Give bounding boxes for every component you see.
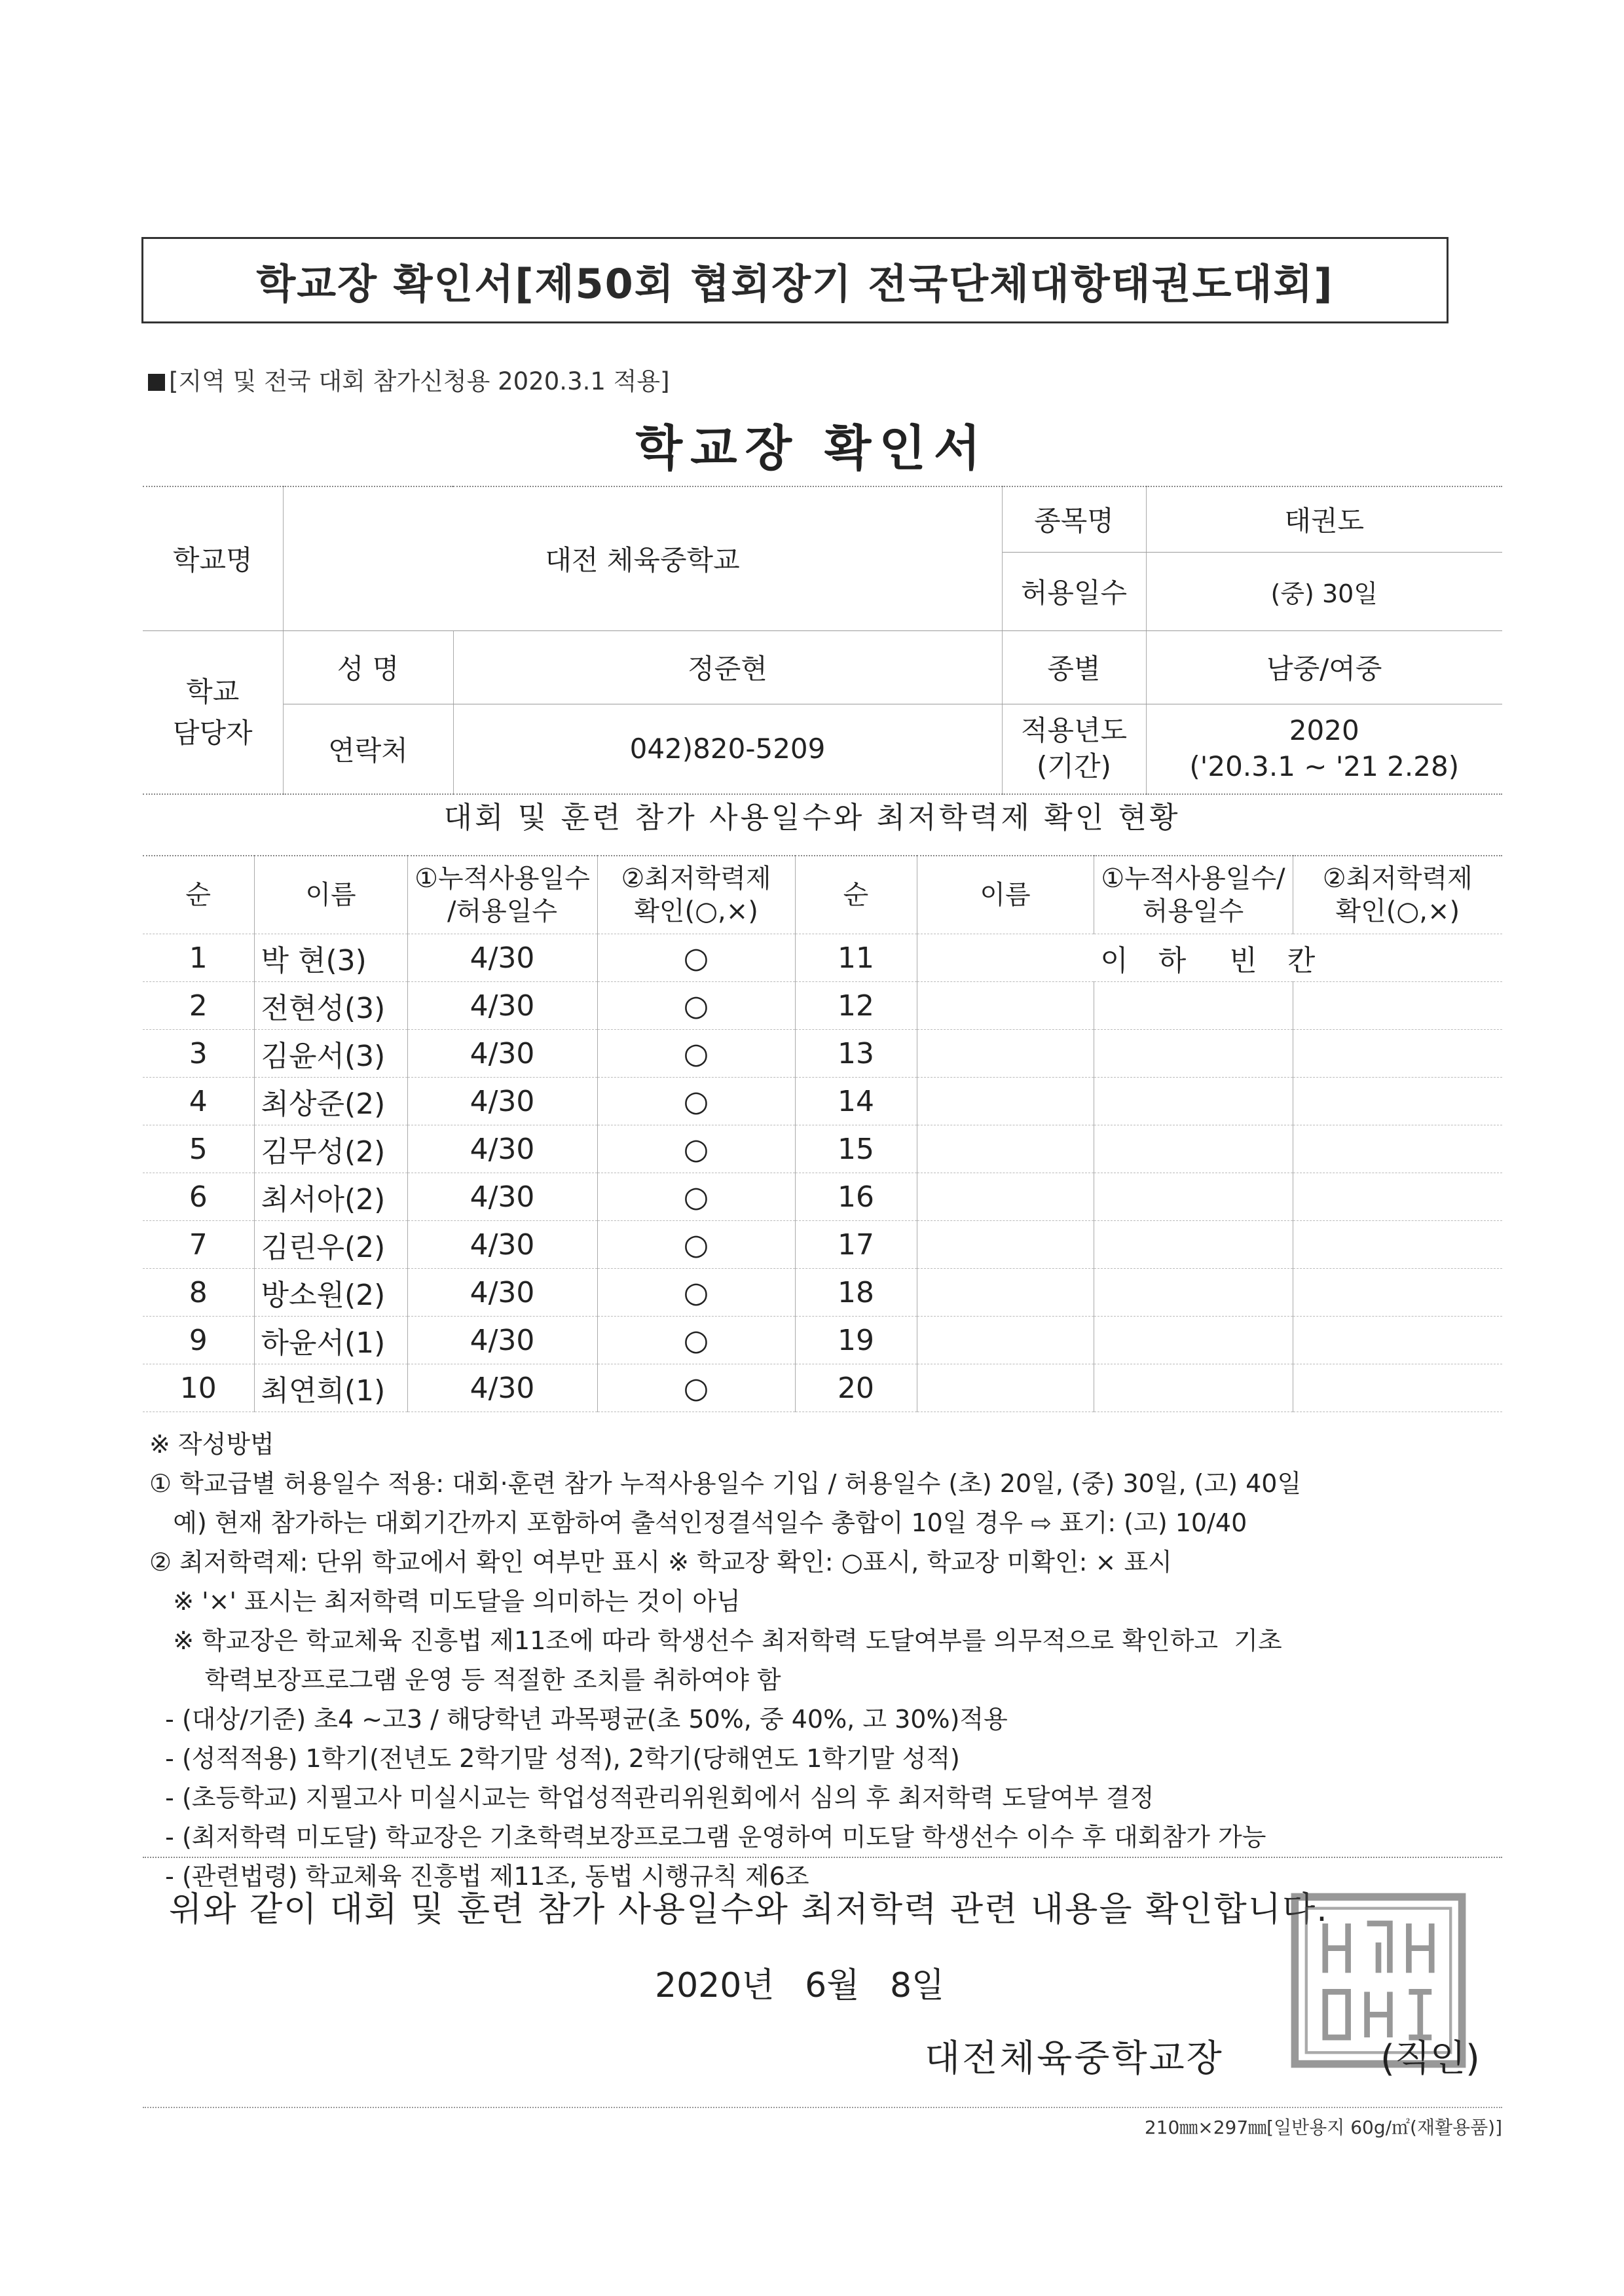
empty-cell [917, 1030, 1094, 1078]
category-label: 종별 [1002, 630, 1146, 704]
row-days: 4/30 [407, 982, 597, 1030]
row-check: ○ [597, 1125, 795, 1173]
row-check: ○ [597, 1269, 795, 1317]
empty-cell [917, 982, 1094, 1030]
name-label: 성 명 [283, 630, 453, 704]
row-no-right: 15 [795, 1125, 917, 1173]
table-row [143, 1221, 1502, 1269]
table-row [143, 1269, 1502, 1317]
row-name: 김윤서(3) [254, 1030, 407, 1078]
empty-cell [917, 1078, 1094, 1125]
row-name: 최연희(1) [254, 1364, 407, 1412]
table-row [143, 934, 1502, 982]
date-year: 2020년 [655, 1966, 775, 2005]
divider [143, 1857, 1502, 1858]
document-title: 학교장 확인서[제50회 협회장기 전국단체대항태권도대회] [141, 237, 1449, 323]
row-check: ○ [597, 1078, 795, 1125]
instruction-line: - (최저학력 미도달) 학교장은 기초학력보장프로그램 운영하여 미도달 학생선수 이수 후 대회참가 가능 [149, 1823, 1266, 1851]
row-days: 4/30 [407, 1269, 597, 1317]
name-value: 정준현 [453, 630, 1002, 704]
row-name: 방소원(2) [254, 1269, 407, 1317]
empty-cell [1293, 1317, 1502, 1364]
row-days: 4/30 [407, 1364, 597, 1412]
table-row [143, 1078, 1502, 1125]
empty-cell [917, 1173, 1094, 1221]
row-no: 9 [143, 1317, 254, 1364]
blank-below-note: 이 하 빈 칸 [917, 934, 1502, 982]
date-month: 6월 [805, 1966, 860, 2005]
header-name: 이름 [254, 856, 407, 934]
issue-date [655, 1958, 944, 2007]
header-name-2: 이름 [917, 856, 1094, 934]
row-days: 4/30 [407, 1221, 597, 1269]
row-no: 3 [143, 1030, 254, 1078]
table-row [143, 982, 1502, 1030]
row-check: ○ [597, 982, 795, 1030]
row-no-right: 16 [795, 1173, 917, 1221]
application-note-text: [지역 및 전국 대회 참가신청용 2020.3.1 적용] [169, 367, 670, 395]
header-check-2: ②최저학력제 확인(○,×) [1293, 856, 1502, 934]
row-no-right: 13 [795, 1030, 917, 1078]
school-info-table [143, 486, 1502, 795]
instruction-line: ※ 작성방법 [149, 1430, 274, 1459]
instruction-line: - (초등학교) 지필고사 미실시교는 학업성적관리위원회에서 심의 후 최저학력 도달여부 결정 [149, 1783, 1154, 1812]
event-label: 종목명 [1002, 486, 1146, 552]
row-name: 김무성(2) [254, 1125, 407, 1173]
empty-cell [1094, 1173, 1293, 1221]
row-days: 4/30 [407, 1173, 597, 1221]
row-no: 2 [143, 982, 254, 1030]
row-no-right: 18 [795, 1269, 917, 1317]
row-check: ○ [597, 1030, 795, 1078]
year-value: 2020 ('20.3.1 ~ '21 2.28) [1146, 704, 1502, 794]
row-name: 박 현(3) [254, 934, 407, 982]
header-days: ①누적사용일수 /허용일수 [407, 856, 597, 934]
empty-cell [1094, 1221, 1293, 1269]
empty-cell [917, 1317, 1094, 1364]
empty-cell [1094, 982, 1293, 1030]
header-no-2: 순 [795, 856, 917, 934]
square-bullet-icon [148, 374, 165, 391]
instruction-line: ② 최저학력제: 단위 학교에서 확인 여부만 표시 ※ 학교장 확인: ○표시, 학교장 미확인: × 표시 [149, 1548, 1172, 1576]
school-name-value: 대전 체육중학교 [283, 486, 1002, 630]
table-row [143, 1317, 1502, 1364]
table-row [143, 1125, 1502, 1173]
row-no: 7 [143, 1221, 254, 1269]
table-row [143, 1364, 1502, 1412]
row-name: 김린우(2) [254, 1221, 407, 1269]
roster-table [143, 855, 1502, 1412]
empty-cell [1094, 1125, 1293, 1173]
row-days: 4/30 [407, 1125, 597, 1173]
empty-cell [917, 1125, 1094, 1173]
instruction-line: - (관련법령) 학교체육 진흥법 제11조, 동법 시행규칙 제6조 [149, 1862, 809, 1891]
section-title: 대회 및 훈련 참가 사용일수와 최저학력제 확인 현황 [443, 800, 1181, 835]
empty-cell [1094, 1317, 1293, 1364]
empty-cell [1293, 1078, 1502, 1125]
row-no: 10 [143, 1364, 254, 1412]
row-no: 5 [143, 1125, 254, 1173]
principal-name: 대전체육중학교장 [925, 2037, 1224, 2080]
row-name: 최서아(2) [254, 1173, 407, 1221]
row-no: 8 [143, 1269, 254, 1317]
row-name: 하윤서(1) [254, 1317, 407, 1364]
table-row [143, 1030, 1502, 1078]
row-check: ○ [597, 1364, 795, 1412]
empty-cell [1094, 1030, 1293, 1078]
row-no-right: 11 [795, 934, 917, 982]
contact-person-label: 학교 담당자 [143, 630, 283, 794]
instruction-line: ① 학교급별 허용일수 적용: 대회·훈련 참가 누적사용일수 기입 / 허용일수 (초) 20일, (중) 30일, (고) 40일 [149, 1469, 1302, 1498]
empty-cell [1293, 1364, 1502, 1412]
allowed-days-label: 허용일수 [1002, 552, 1146, 630]
empty-cell [1293, 1269, 1502, 1317]
footer-divider [143, 2107, 1502, 2108]
event-value: 태권도 [1146, 486, 1502, 552]
allowed-days-value: (중) 30일 [1146, 552, 1502, 630]
row-days: 4/30 [407, 1078, 597, 1125]
application-note [148, 361, 670, 397]
row-no-right: 19 [795, 1317, 917, 1364]
instruction-line: 예) 현재 참가하는 대회기간까지 포함하여 출석인정결석일수 총합이 10일 경우 ⇨ 표기: (고) 10/40 [149, 1508, 1247, 1537]
empty-cell [1094, 1364, 1293, 1412]
empty-cell [1094, 1078, 1293, 1125]
header-check: ②최저학력제 확인(○,×) [597, 856, 795, 934]
row-name: 전현성(3) [254, 982, 407, 1030]
row-no-right: 14 [795, 1078, 917, 1125]
empty-cell [1094, 1269, 1293, 1317]
row-name: 최상준(2) [254, 1078, 407, 1125]
empty-cell [1293, 1030, 1502, 1078]
empty-cell [1293, 1221, 1502, 1269]
instruction-line: - (성적적용) 1학기(전년도 2학기말 성적), 2학기(당해연도 1학기말 성적) [149, 1744, 960, 1773]
row-no-right: 12 [795, 982, 917, 1030]
instruction-line: - (대상/기준) 초4 ~고3 / 해당학년 과목평균(초 50%, 중 40%, 고 30%)적용 [149, 1705, 1008, 1734]
year-label: 적용년도 (기간) [1002, 704, 1146, 794]
phone-label: 연락처 [283, 704, 453, 794]
row-no: 6 [143, 1173, 254, 1221]
row-no-right: 17 [795, 1221, 917, 1269]
phone-value: 042)820-5209 [453, 704, 1002, 794]
empty-cell [1293, 1125, 1502, 1173]
row-no-right: 20 [795, 1364, 917, 1412]
empty-cell [917, 1364, 1094, 1412]
empty-cell [917, 1269, 1094, 1317]
empty-cell [917, 1221, 1094, 1269]
empty-cell [1293, 982, 1502, 1030]
instruction-line: 학력보장프로그램 운영 등 적절한 조치를 취하여야 함 [149, 1666, 781, 1694]
confirmation-statement: 위와 같이 대회 및 훈련 참가 사용일수와 최저학력 관련 내용을 확인합니다. [169, 1890, 1329, 1929]
category-value: 남중/여중 [1146, 630, 1502, 704]
form-heading: 학교장 확인서 [635, 420, 989, 477]
seal-label: (직인) [1380, 2037, 1480, 2080]
instruction-line: ※ 학교장은 학교체육 진흥법 제11조에 따라 학생선수 최저학력 도달여부를 의무적으로 확인하고 기초 [149, 1626, 1282, 1655]
paper-spec-footer: 210㎜×297㎜[일반용지 60g/㎡(재활용품)] [1144, 2117, 1502, 2138]
row-days: 4/30 [407, 1317, 597, 1364]
header-days-2: ①누적사용일수/ 허용일수 [1094, 856, 1293, 934]
date-day: 8일 [889, 1966, 945, 2005]
header-no: 순 [143, 856, 254, 934]
instruction-line: ※ '×' 표시는 최저학력 미도달을 의미하는 것이 아님 [149, 1587, 741, 1616]
row-check: ○ [597, 934, 795, 982]
table-row [143, 1173, 1502, 1221]
row-check: ○ [597, 1173, 795, 1221]
school-name-label: 학교명 [143, 486, 283, 630]
row-days: 4/30 [407, 1030, 597, 1078]
row-no: 4 [143, 1078, 254, 1125]
row-check: ○ [597, 1221, 795, 1269]
empty-cell [1293, 1173, 1502, 1221]
row-check: ○ [597, 1317, 795, 1364]
row-no: 1 [143, 934, 254, 982]
row-days: 4/30 [407, 934, 597, 982]
instructions [149, 1425, 1511, 1896]
